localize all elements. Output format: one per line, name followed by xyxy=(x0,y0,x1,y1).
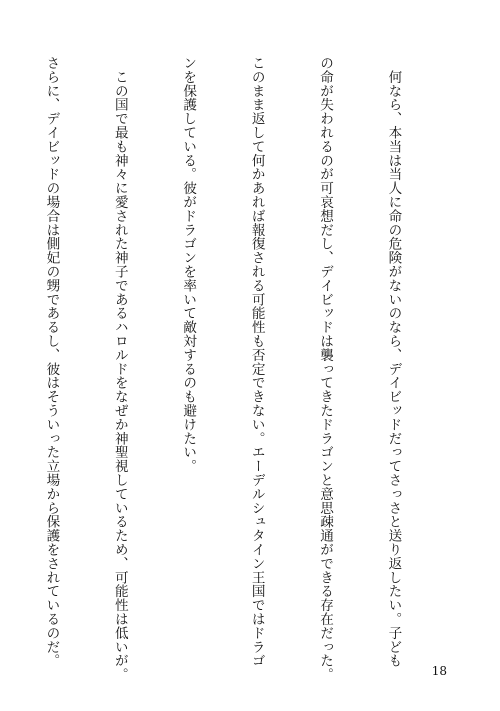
text-line: さらに、デイビッドの場合は側妃の甥であるし、彼はそういった立場から保護をされているのだ。 xyxy=(43,56,60,668)
text-line: ンを保護している。彼がドラゴンを率いて敵対するのも避けたい。 xyxy=(180,56,197,473)
text-line: このまま返して何かあれば報復される可能性も否定できない。エーデルシュタイン王国ではドラゴ xyxy=(248,56,265,668)
text-line: 何なら、本当は当人に命の危険がないのなら、デイビッドだってさっさと送り返したい。子ども xyxy=(385,56,402,668)
text-line: の命が失われるのが可哀想だし、デイビッドは襲ってきたドラゴンと意思疎通ができる存在だった。 xyxy=(317,56,334,682)
text-line: この国で最も神々に愛された神子であるハロルドをなぜか神聖視しているため、可能性は低いが。 xyxy=(111,56,128,682)
page-number: 18 xyxy=(431,664,447,678)
